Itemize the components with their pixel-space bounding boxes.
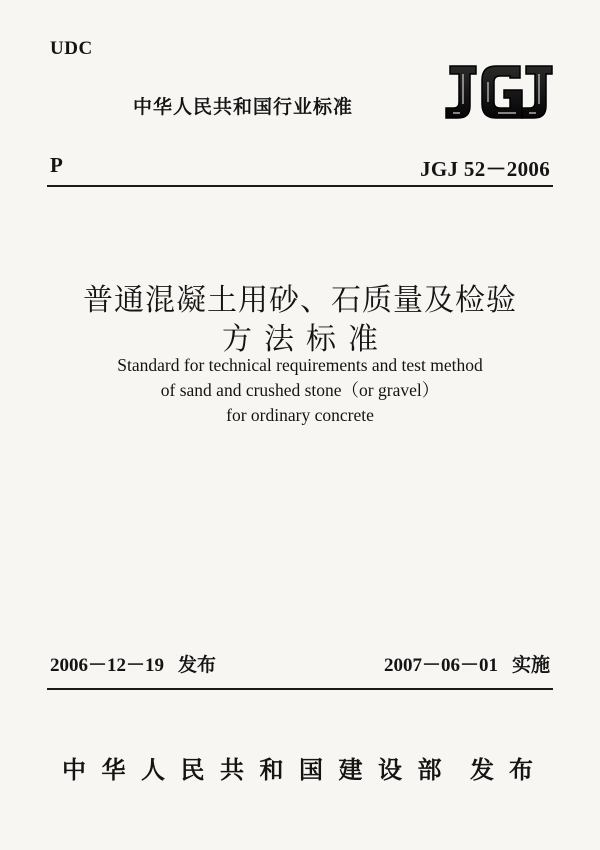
title-english-line-3: for ordinary concrete [226,405,374,425]
category-code: P [50,153,63,177]
bottom-divider [47,688,553,690]
issue-label: 发布 [178,654,217,676]
standard-number: JGJ 52－2006 [420,157,550,181]
title-chinese-line-1: 普通混凝土用砂、石质量及检验 [83,283,517,318]
title-chinese-line-2: 方法标准 [222,322,390,357]
standard-type: 中华人民共和国行业标准 [133,96,354,118]
jgj-logo [440,62,558,124]
publisher-name: 中华人民共和国建设部 [62,756,457,784]
issue-date: 2006－12－19 [50,655,165,676]
issue-date-block [50,650,216,677]
title-english-line-1: Standard for technical requirements and test method [117,355,483,375]
top-divider [47,185,553,187]
implement-date: 2007－06－01 [383,655,498,676]
publish-label: 发布 [470,756,548,784]
title-english-line-2: of sand and crushed stone（or gravel） [160,380,440,400]
udc-label: UDC [50,38,93,59]
title-english [0,353,600,428]
implement-date-block [384,650,550,677]
implement-label: 实施 [511,654,550,676]
